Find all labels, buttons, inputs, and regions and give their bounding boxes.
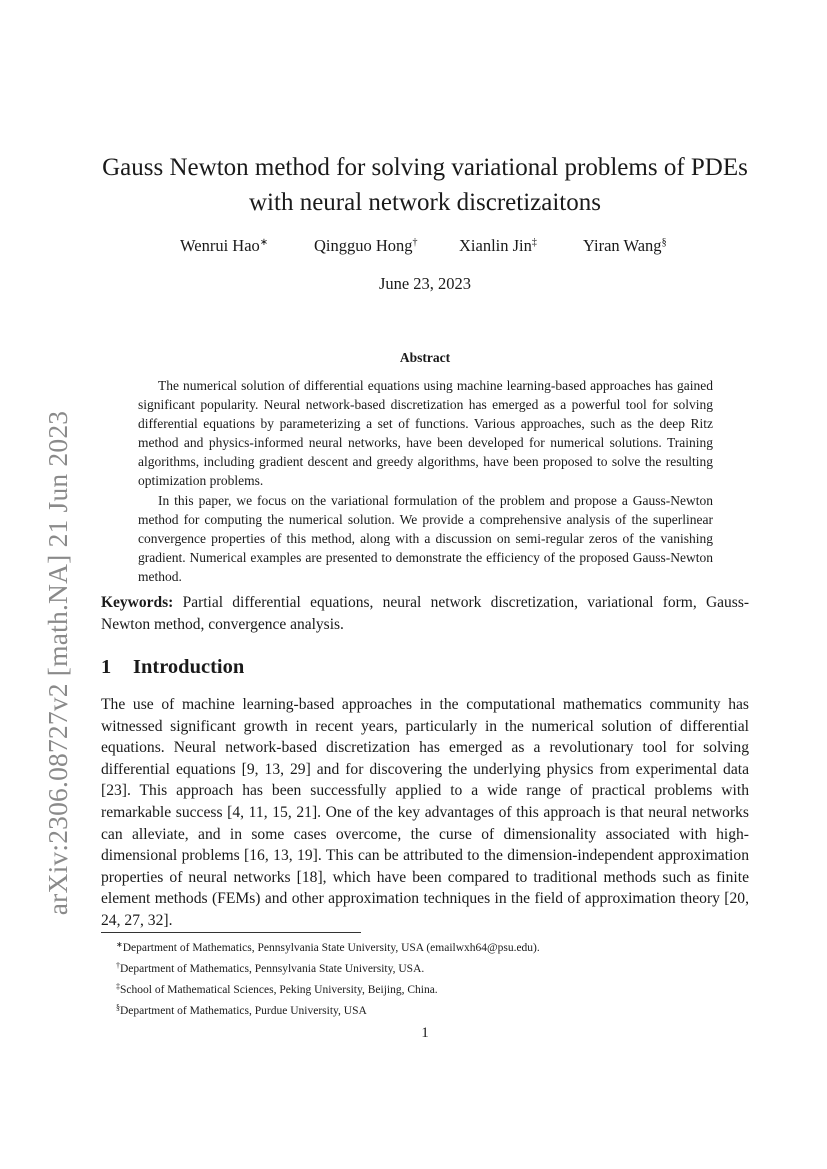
footnote-text: Department of Mathematics, Purdue University, USA — [120, 1005, 367, 1017]
author-footnote-mark: ∗ — [259, 237, 269, 248]
paper-title: Gauss Newton method for solving variational problems of PDEs with neural network discretizaitons — [102, 154, 748, 216]
footnote — [116, 978, 736, 999]
abstract-paragraph: In this paper, we focus on the variational formulation of the problem and propose a Gauss-Newton method for computing the numerical solution. We provide a comprehensive analysis of the superlinear convergence properties of this method, along with a discussion on semi-regular zeros of the vanishing gradient. Numerical examples are presented to demonstrate the efficiency of the proposed Gauss-Newton method. — [138, 492, 713, 584]
footnote-text: Department of Mathematics, Pennsylvania State University, USA (emailwxh64@psu.edu). — [122, 942, 540, 954]
author-list — [180, 236, 700, 260]
author-name: Wenrui Hao — [180, 236, 260, 255]
footnote-mark: § — [116, 1003, 120, 1012]
footnote — [116, 957, 736, 978]
author-name: Xianlin Jin — [459, 236, 532, 255]
keywords-text: Partial differential equations, neural network discretization, variational form, Gauss-Newton method, convergence analysis. — [101, 594, 750, 633]
author-name: Yiran Wang — [583, 236, 662, 255]
abstract-paragraph: The numerical solution of differential equations using machine learning-based approaches has gained significant popularity. Neural network-based discretization has emerged as a powerful tool for solving differential equations by parameterizing a set of functions. Various approaches, such as the deep Ritz method and physics-informed neural networks, have been developed for numerical solutions. Training algorithms, including gradient descent and greedy algorithms, have been proposed to solve the resulting optimization problems. — [138, 378, 713, 489]
section-heading — [101, 656, 244, 679]
section-title: Introduction — [133, 656, 245, 678]
author-footnote-mark: § — [661, 237, 667, 248]
footnote — [116, 936, 736, 957]
abstract-body — [138, 376, 713, 586]
author-footnote-mark: † — [412, 237, 418, 248]
author — [583, 236, 667, 256]
author — [180, 236, 268, 256]
keywords-label: Keywords: — [101, 594, 174, 611]
abstract-heading: Abstract — [399, 350, 451, 365]
footnote-mark: ‡ — [116, 982, 120, 991]
footnotes — [116, 936, 736, 1020]
footnote — [116, 999, 736, 1020]
author-name: Qingguo Hong — [314, 236, 413, 255]
author — [459, 236, 537, 256]
footnote-text: Department of Mathematics, Pennsylvania State University, USA. — [120, 963, 425, 975]
author — [314, 236, 418, 256]
footnote-mark: † — [116, 961, 120, 970]
introduction-paragraph: The use of machine learning-based approaches in the computational mathematics community has witnessed significant growth in recent years, particularly in the numerical solution of differential equations. Neural network-based discretization has emerged as a revolutionary tool for solving differential equations [9, 13, 29] and for discovering the underlying physics from experimental data [23]. This approach has been successfully applied to a wide range of practical problems with remarkable success [4, 11, 15, 21]. One of the key advantages of this approach is that neural networks can alleviate, and in some cases overcome, the curse of dimensionality associated with high-dimensional problems [16, 13, 19]. This can be attributed to the dimension-independent approximation properties of neural networks [18], which have been compared to traditional methods such as finite element methods (FEMs) and other approximation techniques in the field of approximation theory [20, 24, 27, 32]. — [101, 696, 749, 929]
arxiv-stamp-text: arXiv:2306.08727v2 [math.NA] 21 Jun 2023 — [42, 410, 73, 916]
publication-date: June 23, 2023 — [378, 274, 472, 293]
footnote-divider — [101, 932, 361, 933]
keywords — [101, 592, 749, 635]
section-number: 1 — [101, 656, 112, 678]
author-footnote-mark: ‡ — [531, 237, 537, 248]
footnote-mark: ∗ — [116, 940, 123, 949]
footnote-text: School of Mathematical Sciences, Peking University, Beijing, China. — [120, 984, 438, 996]
page-number: 1 — [421, 1025, 429, 1041]
